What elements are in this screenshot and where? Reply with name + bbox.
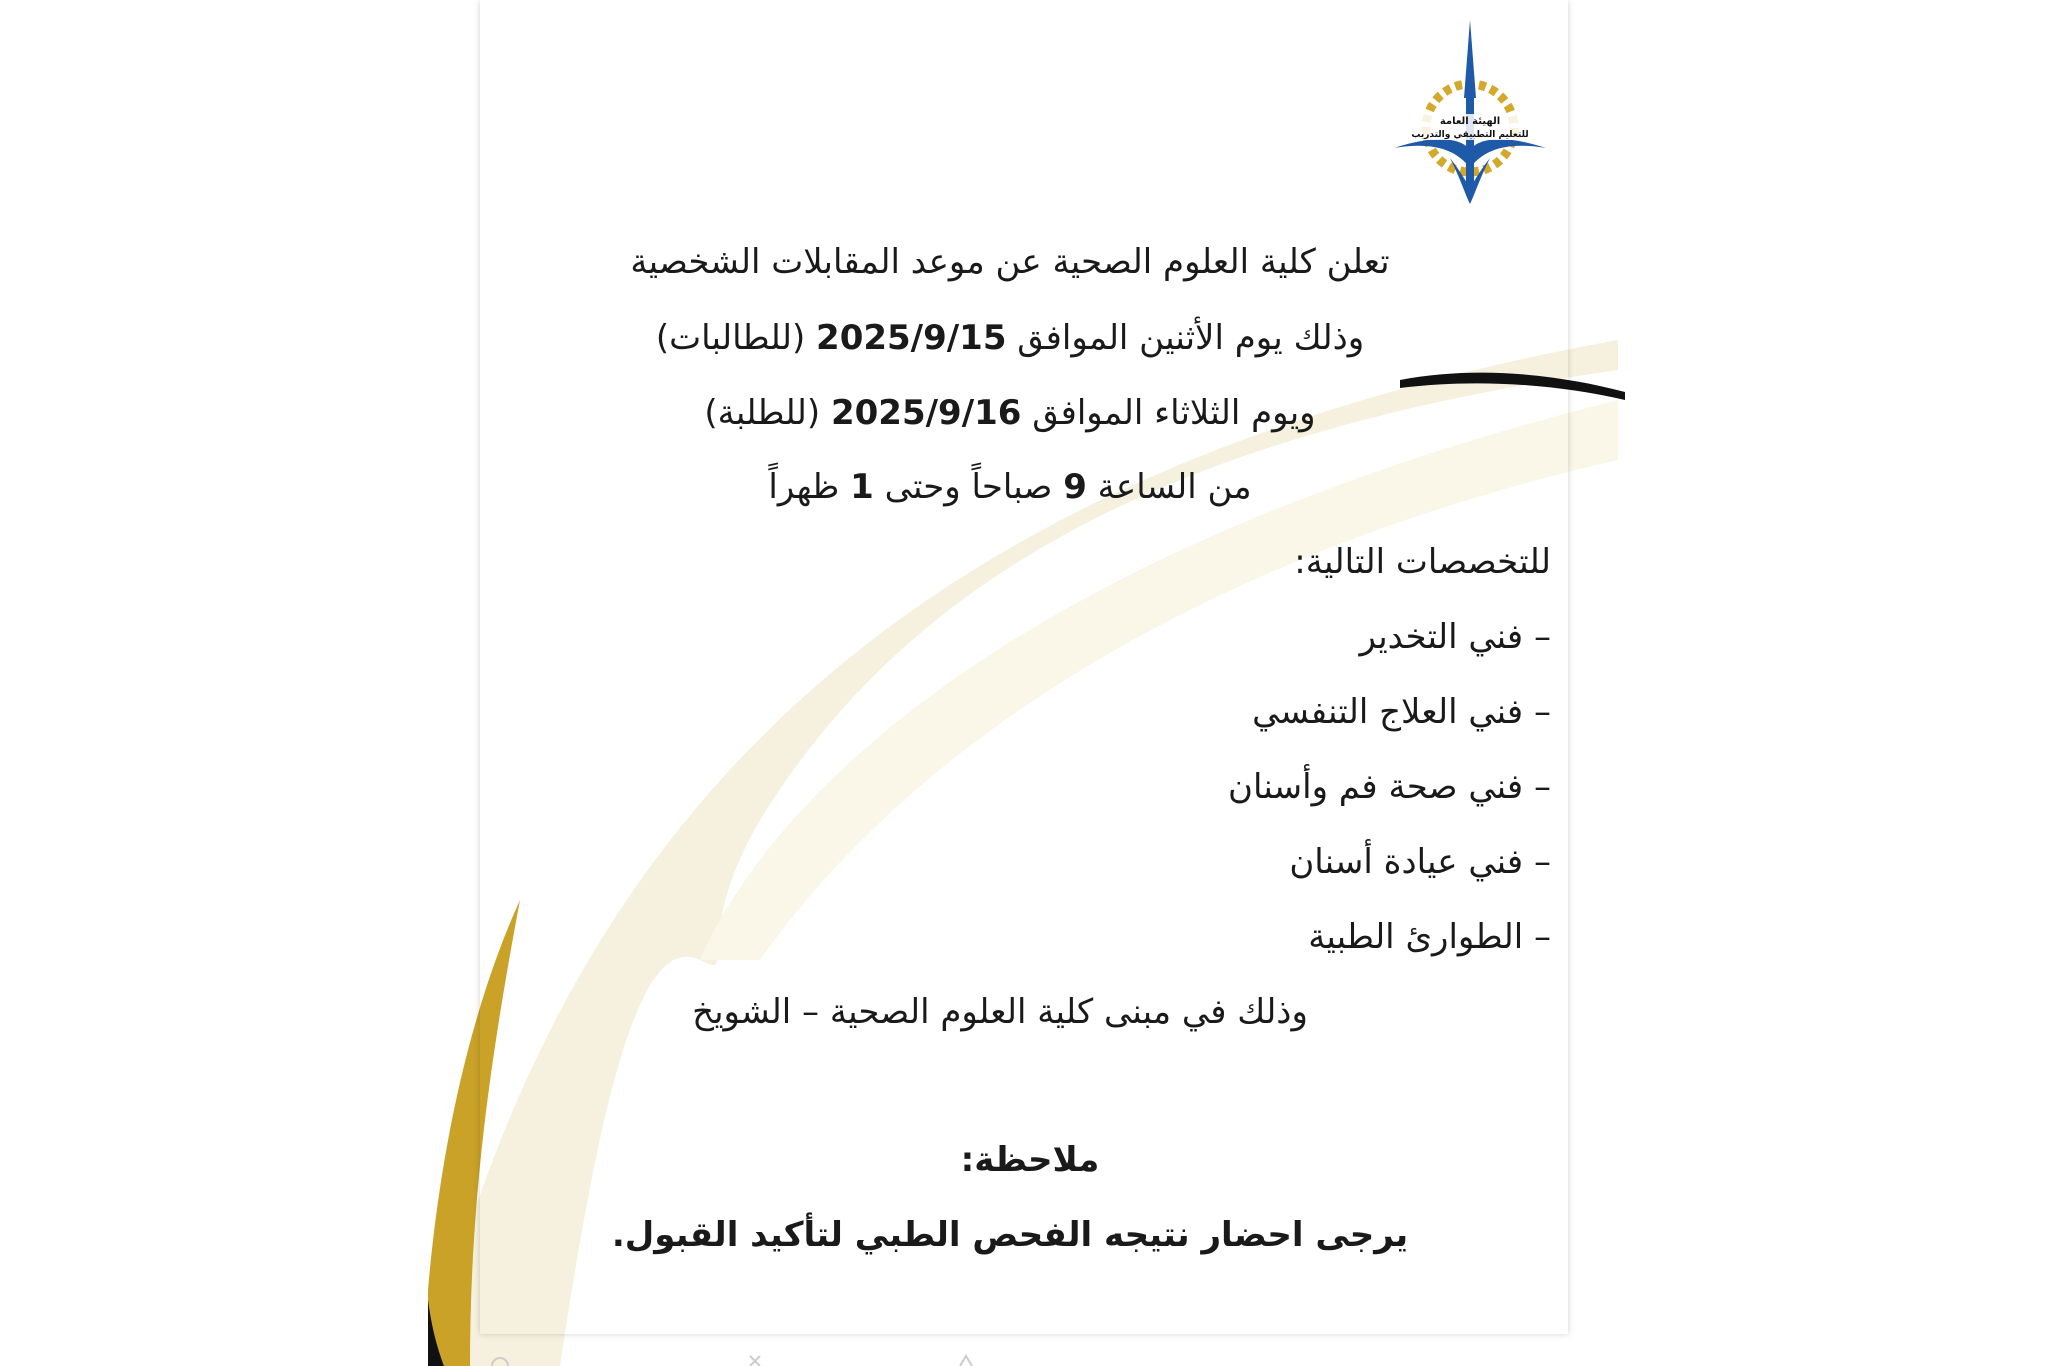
line3-date: 2025/9/16 — [830, 393, 1022, 433]
line4-end: 1 — [850, 467, 874, 507]
announcement-line-3 — [600, 391, 1420, 435]
logo-text-line1: الهيئة العامة — [1439, 116, 1501, 127]
location-text: وذلك في مبنى كلية العلوم الصحية – الشويخ — [692, 992, 1308, 1032]
line4-prefix: من الساعة — [1097, 467, 1252, 507]
note-text: يرجى احضار نتيجه الفحص الطبي لتأكيد القبول. — [611, 1215, 1409, 1255]
specialty-item: – الطوارئ الطبية — [1308, 917, 1551, 957]
announcement-line-1 — [600, 240, 1420, 284]
line2-date: 2025/9/15 — [816, 318, 1007, 358]
announcement-line-1-text: تعلن كلية العلوم الصحية عن موعد المقابلات الشخصية — [630, 242, 1390, 282]
line4-suffix: ظهراً — [768, 467, 840, 507]
line4-start: 9 — [1063, 467, 1087, 507]
line4-mid: صباحاً وحتى — [884, 467, 1053, 507]
logo-text-line2: للتعليم التطبيقي والتدريب — [1411, 130, 1529, 140]
paaet-logo-icon — [1390, 18, 1550, 204]
announcement-line-2 — [600, 316, 1420, 360]
line3-suffix: (للطلبة) — [704, 393, 821, 433]
specialty-item: – فني عيادة أسنان — [1289, 842, 1551, 882]
footer-partial-icons — [480, 1348, 1568, 1366]
specialties-heading: للتخصصات التالية: — [1294, 542, 1551, 582]
note-heading: ملاحظة: — [960, 1140, 1100, 1180]
line3-prefix: ويوم الثلاثاء الموافق — [1032, 393, 1316, 433]
specialty-item: – فني صحة فم وأسنان — [1228, 767, 1551, 807]
specialty-item: – فني العلاج التنفسي — [1252, 692, 1551, 732]
announcement-line-4 — [600, 465, 1420, 509]
line2-suffix: (للطالبات) — [655, 318, 806, 358]
specialty-item: – فني التخدير — [1359, 617, 1551, 657]
line2-prefix: وذلك يوم الأثنين الموافق — [1017, 318, 1365, 358]
